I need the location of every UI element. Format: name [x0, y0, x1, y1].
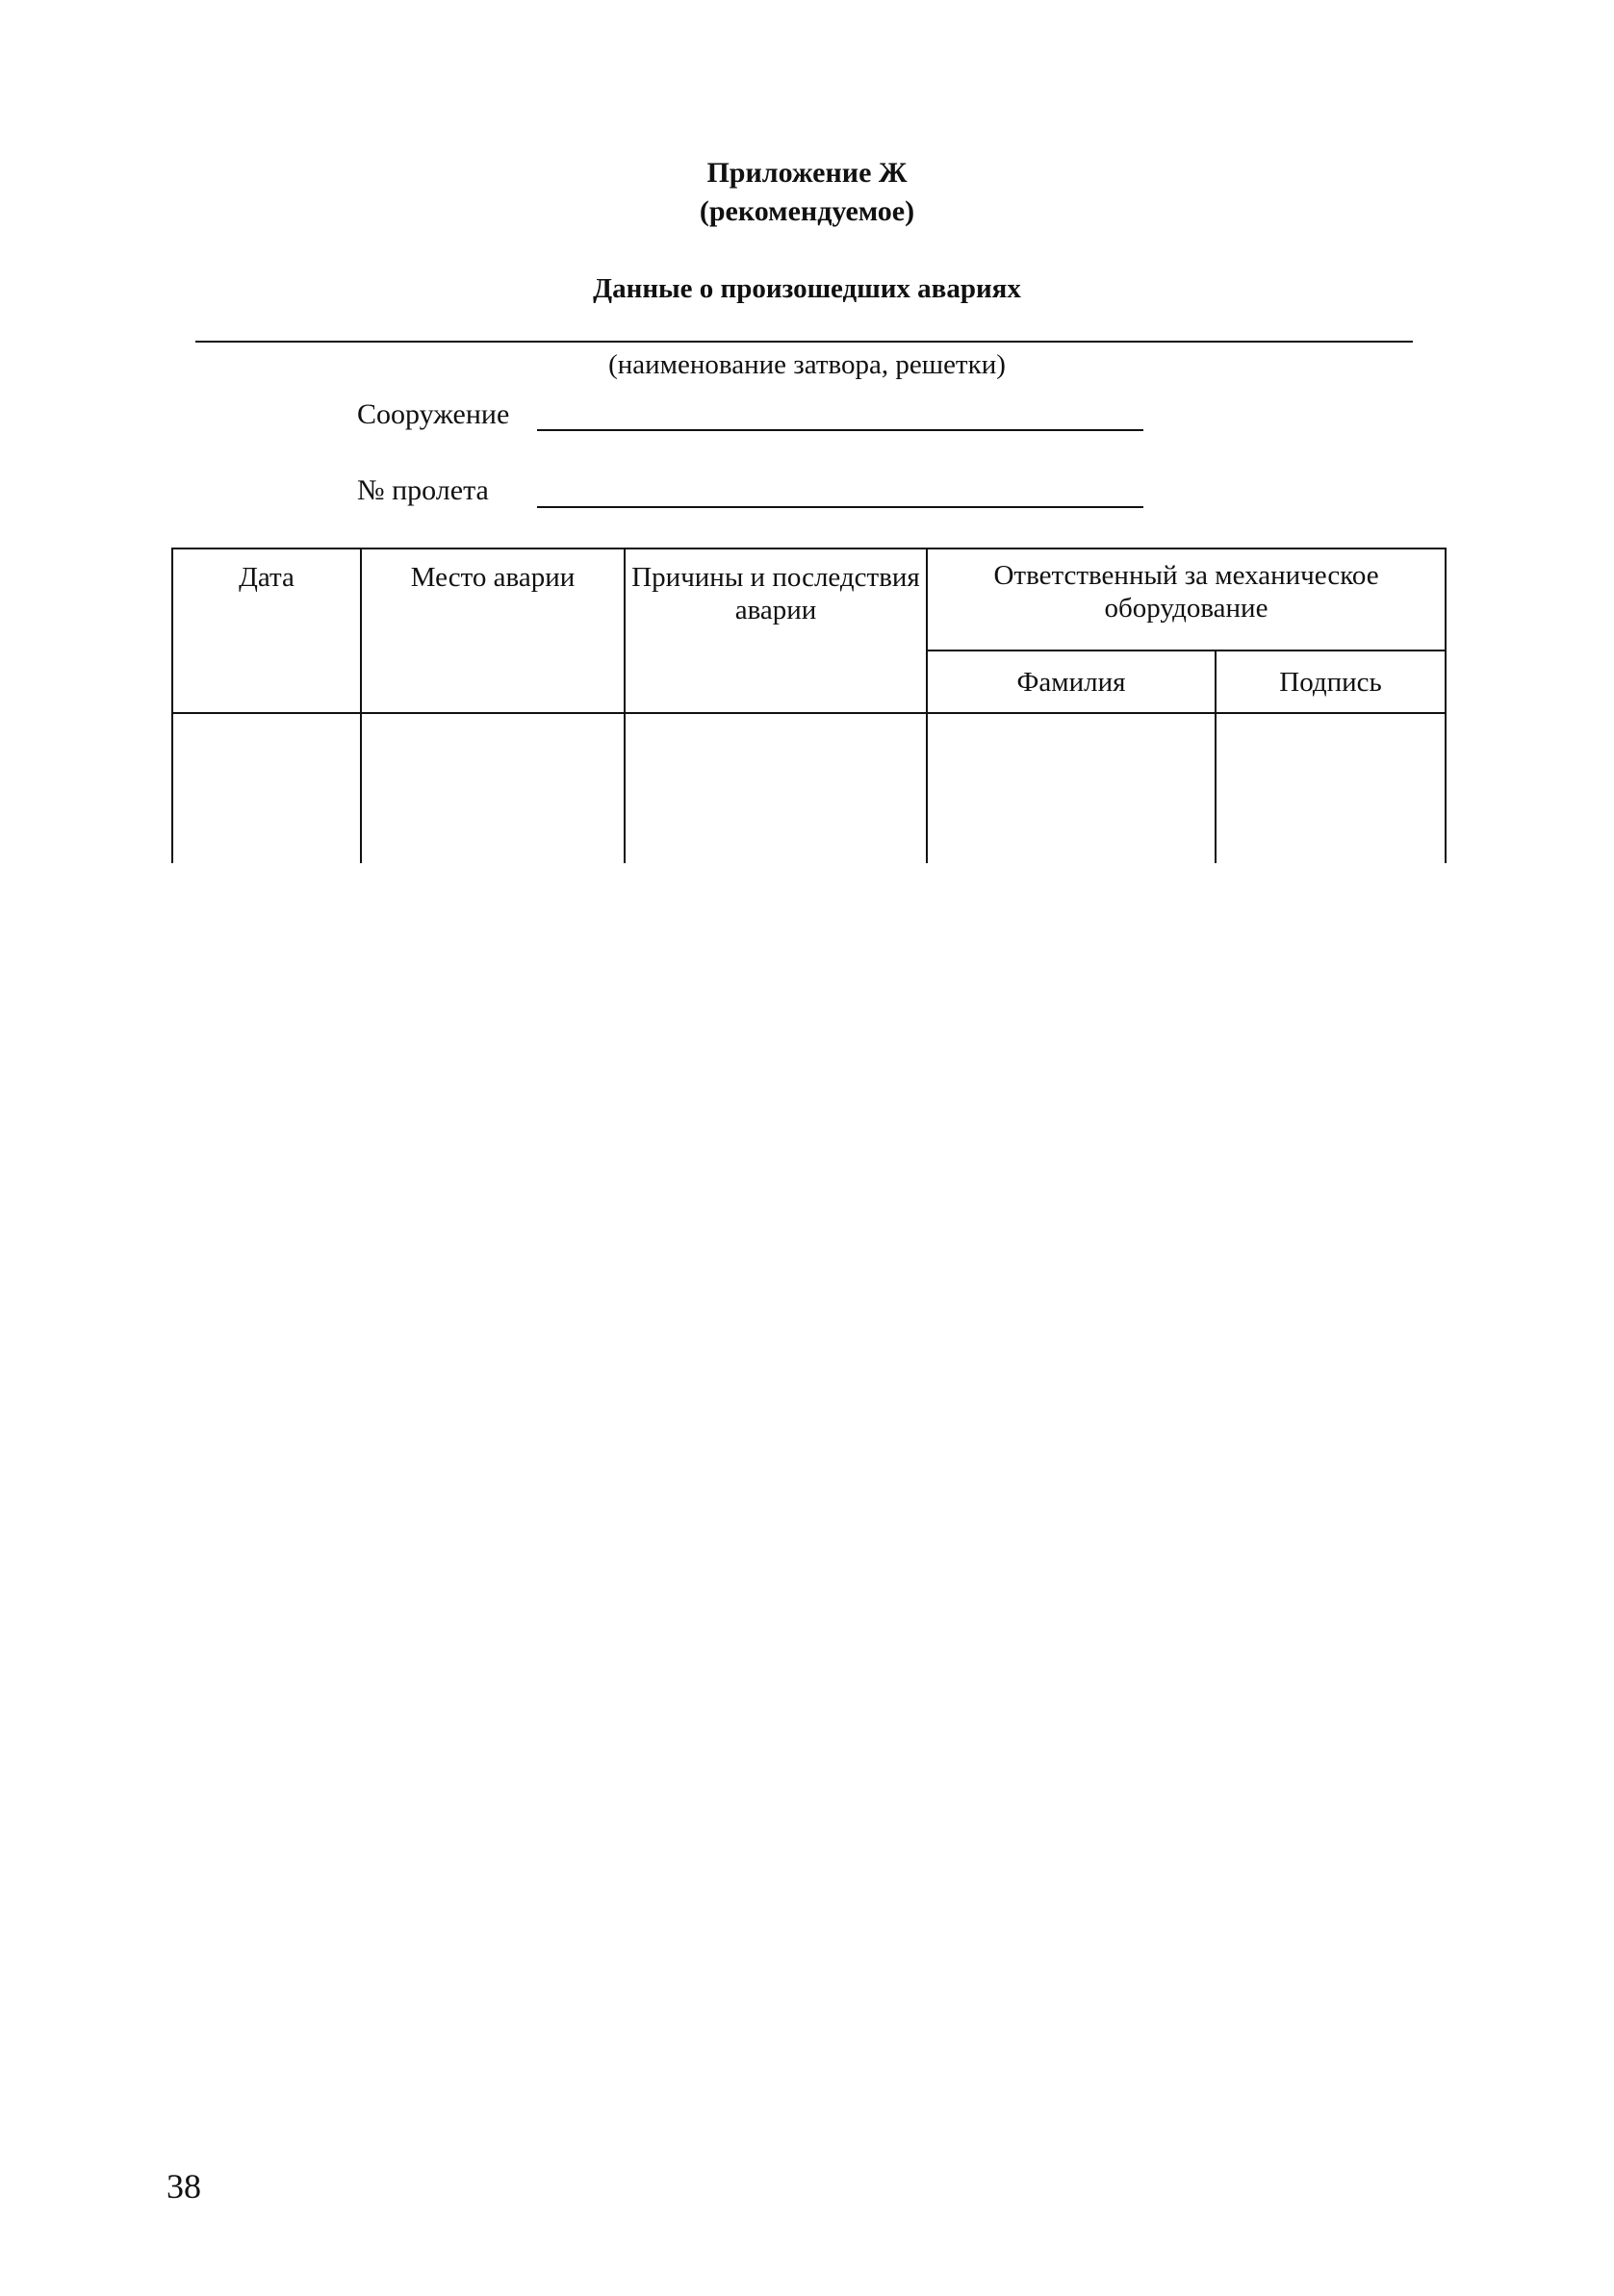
gate-name-line — [195, 341, 1413, 343]
header-location: Место аварии — [361, 548, 625, 713]
accident-table — [171, 548, 1447, 863]
cell-location — [361, 713, 625, 863]
document-title: Данные о произошедших авариях — [593, 273, 1021, 304]
structure-label: Сооружение — [357, 398, 510, 430]
span-label: № пролета — [357, 474, 489, 506]
header-date: Дата — [172, 548, 361, 713]
structure-field-line — [537, 429, 1143, 431]
cell-date — [172, 713, 361, 863]
page-number: 38 — [167, 2167, 201, 2206]
cell-surname — [927, 713, 1216, 863]
span-field-line — [537, 506, 1143, 508]
header-causes: Причины и последствия аварии — [625, 548, 927, 713]
cell-signature — [1216, 713, 1446, 863]
header-signature: Подпись — [1216, 651, 1446, 713]
header-responsible: Ответственный за механическое оборудование — [927, 548, 1446, 651]
cell-causes — [625, 713, 927, 863]
table-row — [172, 713, 1446, 863]
gate-name-caption: (наименование затвора, решетки) — [608, 349, 1006, 380]
appendix-title: Приложение Ж — [706, 157, 908, 189]
header-surname: Фамилия — [927, 651, 1216, 713]
appendix-subtitle: (рекомендуемое) — [699, 195, 915, 227]
